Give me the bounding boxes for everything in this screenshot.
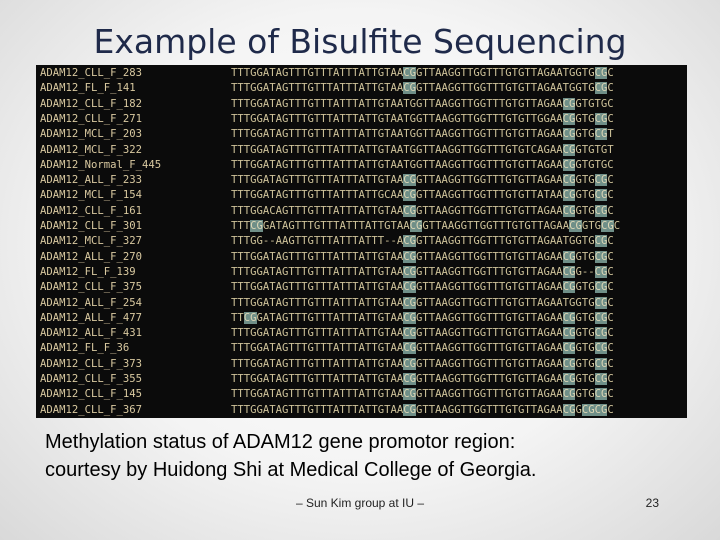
sequence-name: ADAM12_MCL_F_327	[40, 235, 143, 248]
alignment-row	[36, 187, 687, 203]
alignment-row	[36, 402, 687, 418]
cpg-site: CG	[562, 265, 576, 278]
cpg-site: CG	[409, 220, 423, 232]
alignment-row	[36, 126, 687, 142]
cpg-site: CG	[594, 403, 608, 416]
cpg-site: CG	[569, 220, 582, 232]
cpg-site: CG	[562, 143, 576, 156]
alignment-row	[36, 310, 687, 326]
cpg-site: CG	[594, 250, 608, 263]
alignment-row	[36, 203, 687, 219]
cpg-site: CG	[562, 250, 576, 263]
cpg-site: CG	[403, 174, 416, 187]
sequence-text: TTTGGATAGTTTGTTTATTTATTGTAATGGTTAAGGTTGGTTTGTGTTAGAACGGTGCGT	[231, 128, 614, 141]
alignment-row	[36, 249, 687, 265]
caption-line-1: Methylation status of ADAM12 gene promotor region:	[45, 431, 516, 453]
sequence-text: TTTGG--AAGTTGTTTATTTATTT--ACGGTTAAGGTTGGTTTGTGTTAGAATGGTGCGC	[231, 235, 614, 248]
cpg-site: CG	[594, 82, 608, 95]
sequence-text: TTTGGATAGTTTGTTTATTTATTGTAATGGTTAAGGTTGGTTTGTGTTGGAACGGTGCGC	[231, 112, 614, 125]
alignment-row	[36, 157, 687, 173]
cpg-site: CG	[594, 296, 608, 309]
sequence-name: ADAM12_ALL_F_270	[40, 250, 143, 263]
cpg-site: CG	[562, 189, 576, 202]
cpg-site: CG	[594, 281, 608, 294]
cpg-site: CG	[403, 250, 416, 263]
cpg-site: CG	[562, 311, 576, 324]
cpg-site: CG	[243, 311, 257, 324]
cpg-site: CG	[594, 327, 608, 340]
alignment-row	[36, 264, 687, 280]
caption	[45, 428, 695, 484]
cpg-site: CG	[594, 265, 608, 278]
sequence-name: ADAM12_CLL_F_375	[40, 281, 143, 294]
sequence-name: ADAM12_ALL_F_254	[40, 296, 143, 309]
sequence-text: TTTGGATAGTTTGTTTATTTATTGTAATGGTTAAGGTTGGTTTGTGTTAGAACGGTGTGC	[231, 158, 614, 171]
sequence-name: ADAM12_MCL_F_322	[40, 143, 143, 156]
cpg-site: CG	[594, 204, 608, 217]
cpg-site: CG	[562, 158, 576, 171]
cpg-site: CG	[403, 189, 416, 202]
cpg-site: CG	[403, 235, 416, 248]
sequence-text: TTTGGATAGTTTGTTTATTTATTGTAACGGTTAAGGTTGGTTTGTGTTAGAATGGTGCGC	[231, 67, 614, 79]
sequence-text: TTTGGACAGTTTGTTTATTTATTGTAACGGTTAAGGTTGGTTTGTGTTAGAACGGTGCGC	[231, 204, 614, 217]
alignment-row	[36, 80, 687, 96]
sequence-name: ADAM12_Normal_F_445	[40, 158, 162, 171]
cpg-site: CG	[581, 403, 595, 416]
slide-title: Example of Bisulfite Sequencing	[93, 22, 627, 61]
sequence-alignment-panel	[36, 65, 687, 418]
sequence-name: ADAM12_CLL_F_373	[40, 357, 143, 370]
alignment-row	[36, 295, 687, 311]
cpg-site: CG	[594, 128, 608, 141]
alignment-row	[36, 218, 687, 234]
cpg-site: CG	[403, 342, 416, 355]
sequence-name: ADAM12_CLL_F_355	[40, 373, 143, 385]
sequence-name: ADAM12_MCL_F_154	[40, 189, 143, 202]
cpg-site: CG	[403, 403, 416, 416]
sequence-name: ADAM12_CLL_F_367	[40, 403, 143, 416]
sequence-name: ADAM12_CLL_F_301	[40, 220, 143, 232]
cpg-site: CG	[594, 67, 608, 79]
alignment-row	[36, 172, 687, 188]
sequence-name: ADAM12_FL_F_141	[40, 82, 136, 95]
cpg-site: CG	[562, 112, 576, 125]
cpg-site: CG	[250, 220, 263, 232]
sequence-text: TTTGGATAGTTTGTTTATTTATTGTAACGGTTAAGGTTGGTTTGTGTTAGAACGGTGCGC	[231, 357, 614, 370]
alignment-row	[36, 96, 687, 112]
sequence-name: ADAM12_ALL_F_431	[40, 327, 143, 340]
cpg-site: CG	[403, 67, 416, 79]
sequence-name: ADAM12_ALL_F_233	[40, 174, 143, 187]
cpg-site: CG	[562, 204, 576, 217]
sequence-text: TTTGGATAGTTTGTTTATTTATTGTAACGGTTAAGGTTGGTTTGTGTTAGAACGGTGCGC	[231, 281, 614, 294]
alignment-row	[36, 279, 687, 295]
sequence-text: TTTGGATAGTTTGTTTATTTATTGTAATGGTTAAGGTTGGTTTGTGTTAGAACGGTGTGC	[231, 97, 614, 110]
sequence-text: TTTGGATAGTTTGTTTATTTATTGTAACGGTTAAGGTTGGTTTGTGTTAGAACGGCGCGC	[231, 403, 614, 416]
cpg-site: CG	[562, 403, 576, 416]
cpg-site: CG	[403, 281, 416, 294]
cpg-site: CG	[403, 373, 416, 385]
sequence-text: TTTGGATAGTTTGTTTATTTATTGTAACGGTTAAGGTTGGTTTGTGTTAGAACGGTGCGC	[231, 250, 614, 263]
alignment-row	[36, 111, 687, 127]
sequence-text: TTTGGATAGTTTGTTTATTTATTGTAACGGTTAAGGTTGGTTTGTGTTAGAACGG--CGC	[231, 265, 614, 278]
cpg-site: CG	[594, 311, 608, 324]
sequence-name: ADAM12_MCL_F_203	[40, 128, 143, 141]
cpg-site: CG	[562, 174, 576, 187]
alignment-row	[36, 142, 687, 158]
cpg-site: CG	[594, 373, 608, 385]
sequence-text: TTTGGATAGTTTGTTTATTTATTGTAACGGTTAAGGTTGGTTTGTGTTAGAACGGTGCGC	[231, 388, 614, 401]
cpg-site: CG	[403, 82, 416, 95]
cpg-site: CG	[562, 97, 576, 110]
cpg-site: CG	[403, 296, 416, 309]
cpg-site: CG	[403, 357, 416, 370]
cpg-site: CG	[562, 281, 576, 294]
sequence-name: ADAM12_CLL_F_271	[40, 112, 143, 125]
footer-text: – Sun Kim group at IU –	[295, 496, 425, 510]
cpg-site: CG	[562, 327, 576, 340]
sequence-name: ADAM12_CLL_F_145	[40, 388, 143, 401]
caption-line-2: courtesy by Huidong Shi at Medical College of Georgia.	[45, 459, 537, 481]
sequence-text: TTTGGATAGTTTGTTTATTTATTGTAATGGTTAAGGTTGGTTTGTGTCAGAACGGTGTGT	[231, 143, 614, 156]
page-number: 23	[645, 496, 659, 510]
cpg-site: CG	[600, 220, 614, 232]
cpg-site: CG	[594, 388, 608, 401]
cpg-site: CG	[594, 174, 608, 187]
sequence-name: ADAM12_CLL_F_283	[40, 67, 143, 79]
sequence-text: TTTGGATAGTTTGTTTATTTATTGTAACGGTTAAGGTTGGTTTGTGTTAGAATGGTGCGC	[231, 82, 614, 95]
cpg-site: CG	[403, 327, 416, 340]
cpg-site: CG	[594, 112, 608, 125]
cpg-site: CG	[403, 204, 416, 217]
cpg-site: CG	[594, 189, 608, 202]
sequence-name: ADAM12_FL_F_36	[40, 342, 130, 355]
cpg-site: CG	[594, 342, 608, 355]
alignment-row	[36, 386, 687, 402]
alignment-row	[36, 371, 687, 387]
alignment-row	[36, 233, 687, 249]
sequence-name: ADAM12_ALL_F_477	[40, 311, 143, 324]
sequence-text: TTTGGATAGTTTGTTTATTTATTGTAACGGTTAAGGTTGGTTTGTGTTAGAATGGTGCGC	[231, 296, 614, 309]
cpg-site: CG	[403, 265, 416, 278]
alignment-row	[36, 356, 687, 372]
sequence-text: TTCGGATAGTTTGTTTATTTATTGTAACGGTTAAGGTTGGTTTGTGTTAGAACGGTGCGC	[231, 311, 614, 324]
sequence-text: TTTGGATAGTTTGTTTATTTATTGTAACGGTTAAGGTTGGTTTGTGTTAGAACGGTGCGC	[231, 373, 614, 385]
alignment-row	[36, 325, 687, 341]
cpg-site: CG	[562, 373, 576, 385]
cpg-site: CG	[562, 128, 576, 141]
sequence-name: ADAM12_CLL_F_161	[40, 204, 143, 217]
sequence-text: TTTCGGATAGTTTGTTTATTTATTGTAACGGTTAAGGTTGGTTTGTGTTAGAACGGTGCGC	[231, 220, 621, 232]
alignment-row	[36, 65, 687, 81]
sequence-text: TTTGGATAGTTTGTTTATTTATTGTAACGGTTAAGGTTGGTTTGTGTTAGAACGGTGCGC	[231, 174, 614, 187]
cpg-site: CG	[594, 235, 608, 248]
alignment-row	[36, 340, 687, 356]
cpg-site: CG	[594, 357, 608, 370]
sequence-text: TTTGGATAGTTTGTTTATTTATTGTAACGGTTAAGGTTGGTTTGTGTTAGAACGGTGCGC	[231, 327, 614, 340]
cpg-site: CG	[403, 311, 416, 324]
cpg-site: CG	[562, 388, 576, 401]
sequence-name: ADAM12_CLL_F_182	[40, 97, 143, 110]
sequence-text: TTTGGATAGTTTGTTTATTTATTGTAACGGTTAAGGTTGGTTTGTGTTAGAACGGTGCGC	[231, 342, 614, 355]
sequence-name: ADAM12_FL_F_139	[40, 265, 136, 278]
cpg-site: CG	[562, 357, 576, 370]
cpg-site: CG	[403, 388, 416, 401]
cpg-site: CG	[562, 342, 576, 355]
sequence-text: TTTGGATAGTTTGTTTATTTATTGCAACGGTTAAGGTTGGTTTGTGTTATAACGGTGCGC	[231, 189, 614, 202]
